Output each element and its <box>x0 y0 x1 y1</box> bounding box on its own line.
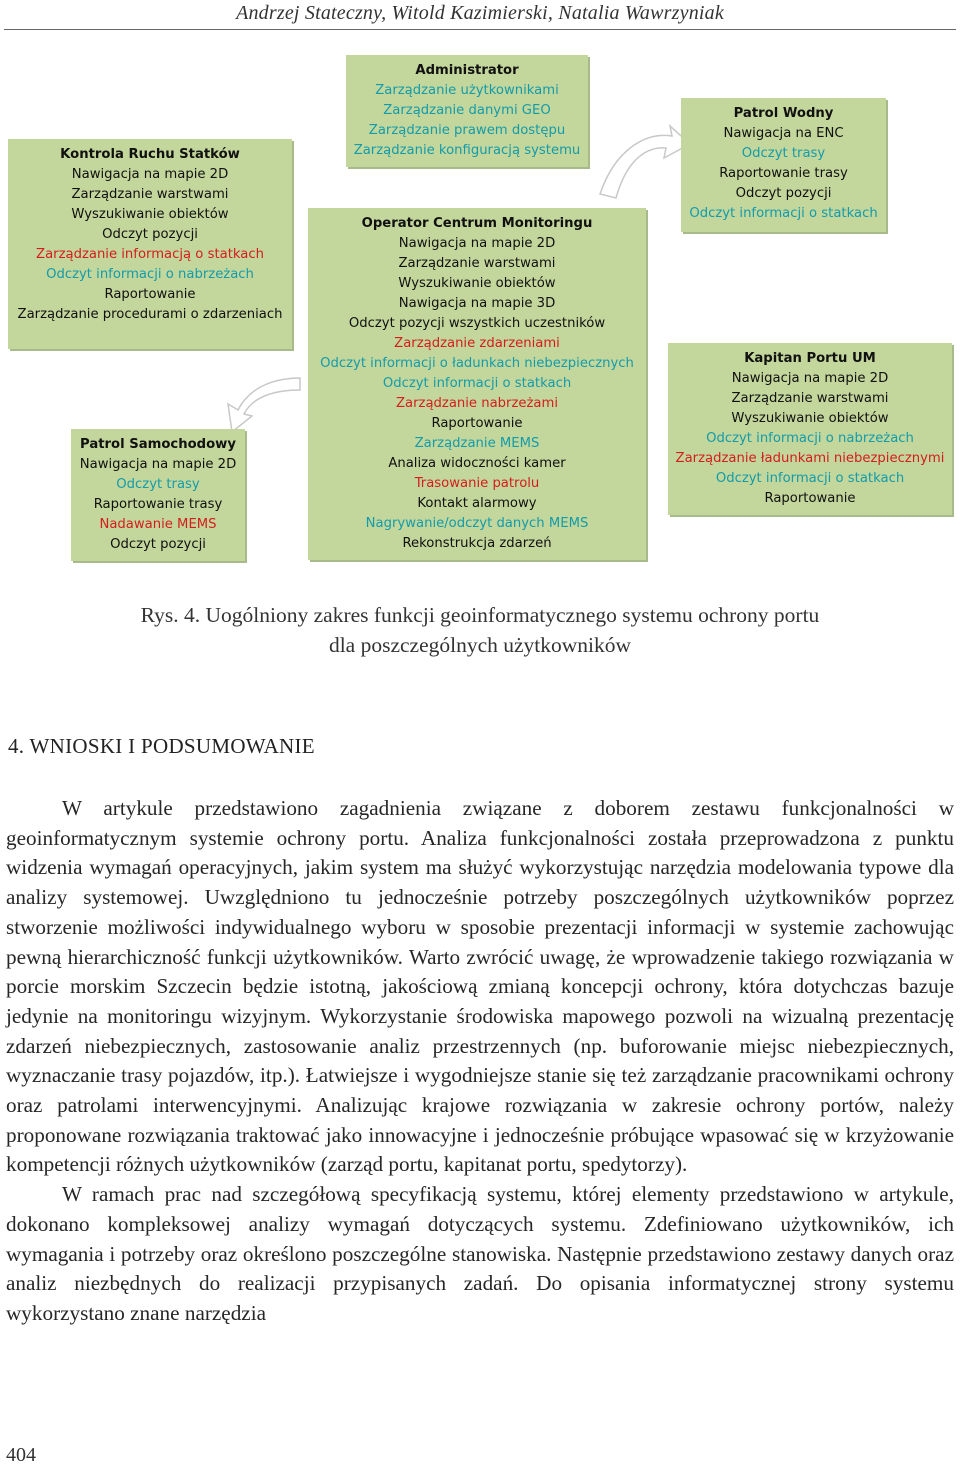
box-item: Analiza widoczności kamer <box>388 456 566 471</box>
box-item: Raportowanie trasy <box>93 497 223 512</box>
box-item: Nawigacja na mapie 2D <box>71 167 229 182</box>
box-item: Zarządzanie warstwami <box>398 256 556 271</box>
caption-line: Rys. 4. Uogólniony zakres funkcji geoinformatycznego systemu ochrony portu <box>140 603 820 627</box>
box-item: Odczyt informacji o statkach <box>715 471 905 486</box>
box-item: Odczyt pozycji <box>735 186 832 201</box>
paragraph: W ramach prac nad szczegółową specyfikacją systemu, której elementy przedstawiono w artykule, dokonano kompleksowej analizy wymagań dotyczących systemu. Zdefiniowano użytkowników, ich wymagania i potrzeby oraz określono poszczególne stanowiska. Następnie przedstawiono zestawy danych oraz analiz niezbędnych do realizacji przypisanych zadań. Do opisania informatycznej strony systemu wykorzystano znane narzędzia <box>6 1182 954 1325</box>
box-item: Wyszukiwanie obiektów <box>398 276 556 291</box>
running-head-authors: Andrzej Stateczny, Witold Kazimierski, Natalia Wawrzyniak <box>236 2 724 24</box>
box-patrol-samochodowy <box>71 429 245 561</box>
box-item: Odczyt trasy <box>741 146 826 161</box>
box-item: Zarządzanie zdarzeniami <box>394 336 560 351</box>
box-item: Trasowanie patrolu <box>414 476 540 491</box>
box-item: Raportowanie <box>431 416 523 431</box>
box-kontrola-ruchu-statkow <box>8 139 292 349</box>
box-item: Zarządzanie konfiguracją systemu <box>353 143 581 158</box>
box-item: Zarządzanie procedurami o zdarzeniach <box>17 307 283 322</box>
box-item: Wyszukiwanie obiektów <box>731 411 889 426</box>
box-item: Odczyt informacji o nabrzeżach <box>46 267 254 282</box>
box-title: Administrator <box>415 63 519 78</box>
box-item: Nawigacja na mapie 2D <box>79 457 237 472</box>
box-title: Operator Centrum Monitoringu <box>361 216 593 231</box>
box-item: Odczyt trasy <box>116 477 200 492</box>
page-number: 404 <box>6 1444 36 1466</box>
box-item: Zarządzanie MEMS <box>414 436 540 451</box>
box-item: Zarządzanie warstwami <box>731 391 889 406</box>
user-functions-diagram <box>0 40 960 570</box>
box-item: Zarządzanie informacją o statkach <box>36 247 264 262</box>
box-title: Kontrola Ruchu Statków <box>60 147 240 162</box>
box-kapitan-portu-um <box>668 343 952 515</box>
curved-arrow-icon <box>228 378 300 432</box>
box-item: Raportowanie <box>764 491 856 506</box>
box-item: Zarządzanie danymi GEO <box>383 103 551 118</box>
header-rule <box>4 29 956 30</box>
box-item: Nawigacja na ENC <box>723 126 844 141</box>
box-item: Nawigacja na mapie 2D <box>398 236 556 251</box>
box-item: Zarządzanie prawem dostępu <box>368 123 566 138</box>
box-item: Wyszukiwanie obiektów <box>71 207 229 222</box>
box-item: Odczyt informacji o ładunkach niebezpiecznych <box>320 356 634 371</box>
box-title: Kapitan Portu UM <box>744 351 876 366</box>
box-operator-centrum-monitoringu <box>308 208 646 560</box>
box-title: Patrol Wodny <box>733 106 834 121</box>
caption-line: dla poszczególnych użytkowników <box>328 633 632 657</box>
body-text <box>6 794 954 1329</box>
box-item: Odczyt pozycji wszystkich uczestników <box>348 316 606 331</box>
box-item: Odczyt informacji o statkach <box>382 376 572 391</box>
box-item: Nagrywanie/odczyt danych MEMS <box>365 516 589 531</box>
section-heading: 4. WNIOSKI I PODSUMOWANIE <box>8 734 315 758</box>
box-item: Kontakt alarmowy <box>417 496 537 511</box>
box-item: Odczyt pozycji <box>110 537 206 552</box>
box-item: Nawigacja na mapie 2D <box>731 371 889 386</box>
curved-arrow-icon <box>600 126 690 198</box>
box-item: Rekonstrukcja zdarzeń <box>402 536 552 551</box>
box-item: Zarządzanie ładunkami niebezpiecznymi <box>675 451 945 466</box>
figure-caption <box>0 600 960 660</box>
box-item: Zarządzanie użytkownikami <box>375 83 559 98</box>
box-item: Raportowanie trasy <box>719 166 848 181</box>
box-item: Nadawanie MEMS <box>99 517 217 532</box>
box-item: Raportowanie <box>104 287 196 302</box>
paragraph: W artykule przedstawiono zagadnienia związane z doborem zestawu funkcjonalności w geoinformatycznym systemie ochrony portu. Analiza funkcjonalności została przeprowadzona z punktu widzenia wymagań operacyjnych, jakim system ma służyć wykorzystując narzędzia modelowania typowe dla analizy systemowej. Uwzględniono tu jednocześnie potrzeby poszczególnych użytkowników poprzez stworzenie możliwości indywidualnego wyboru w sposobie prezentacji informacji w systemie zachowując pewną hierarchiczność funkcji użytkowników. Warto zwrócić uwagę, że wprowadzenie takiego rozwiązania w porcie morskim Szczecin będzie istotną, jakościową zmianą koncepcji ochrony, która dotychczas bazuje jedynie na monitoringu wizyjnym. Wykorzystanie środowiska mapowego pozwoli na wizualną prezentację zdarzeń niebezpiecznych, zastosowanie analiz przestrzennych (np. buforowanie miejsc niebezpiecznych, wyznaczanie trasy pojazdów, itp.). Łatwiejsze i wygodniejsze stanie się też zarządzanie pracownikami ochrony oraz patrolami interwencyjnymi. Analizując krajowe rozwiązania w zakresie ochrony portów, należy proponowane rozwiązania traktować jako innowacyjne i jednocześnie próbujące wpasować się w krzyżowanie kompetencji różnych użytkowników (zarząd portu, kapitanat portu, spedytorzy). <box>6 796 954 1177</box>
box-title: Patrol Samochodowy <box>80 437 236 452</box>
box-item: Odczyt pozycji <box>102 227 198 242</box>
box-item: Nawigacja na mapie 3D <box>398 296 556 311</box>
box-administrator <box>346 55 588 167</box>
box-item: Zarządzanie nabrzeżami <box>395 396 559 411</box>
box-item: Odczyt informacji o nabrzeżach <box>706 431 914 446</box>
box-item: Zarządzanie warstwami <box>71 187 229 202</box>
box-item: Odczyt informacji o statkach <box>689 206 878 221</box>
box-patrol-wodny <box>681 98 886 232</box>
